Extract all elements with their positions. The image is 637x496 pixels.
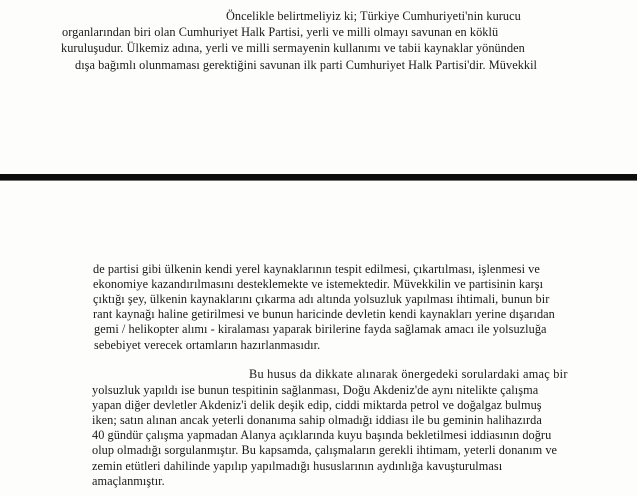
text-line: dışa bağımlı olunmaması gerektiğini savunan ilk parti Cumhuriyet Halk Partisi'dir. Müvekkil: [75, 58, 538, 72]
text-line: gemi / helikopter alımı - kiralaması yaparak birilerine fayda sağlamak amacı ile yolsuzluğa: [94, 322, 547, 336]
text-line: 40 gündür çalışma yapmadan Alanya açıklarında kuyu başında bekletilmesi iddiasının doğru: [92, 428, 552, 442]
text-line: olup olmadığı sorgulanmıştır. Bu kapsamda, çalışmaların gerekli ihtimam, yeterli donanım ve: [92, 443, 558, 457]
text-line: iken; satın alınan ancak yeterli donanıma sahip olmadığı iddiası ile bu geminin halihazırda: [92, 413, 542, 427]
text-line: Öncelikle belirtmeliyiz ki; Türkiye Cumhuriyeti'nin kurucu: [226, 9, 521, 23]
text-line: sebebiyet verecek ortamların hazırlanmasıdır.: [94, 338, 321, 352]
text-line: Bu husus da dikkate alınarak önergedeki sorulardaki amaç bir: [249, 367, 568, 381]
page-break-edge: [0, 180, 637, 181]
text-line: ekonomiye kazandırılmasını desteklemekte ve istemektedir. Müvekkilin ve partisinin karşı: [93, 277, 544, 291]
text-line: çıktığı şey, ülkenin kaynaklarını çıkarma adı altında yolsuzluk yapılması ihtimali, bunun bir: [93, 292, 550, 306]
text-line: de partisi gibi ülkenin kendi yerel kaynaklarının tespit edilmesi, çıkartılması, işlenmesi ve: [93, 262, 540, 276]
text-line: kuruluşudur. Ülkemiz adına, yerli ve milli sermayenin kullanımı ve tabii kaynaklar yönünden: [61, 41, 525, 55]
text-line: zemin etütleri dahilinde yapılıp yapılmadığı hususlarının aydınlığa kavuşturulması: [92, 459, 503, 473]
text-line: yolsuzluk yapıldı ise bunun tespitinin sağlanması, Doğu Akdeniz'de aynı nitelikte çalışma: [92, 383, 539, 397]
text-line: amaçlanmıştır.: [92, 474, 165, 488]
text-line: organlarından biri olan Cumhuriyet Halk Partisi, yerli ve milli olmayı savunan en köklü: [62, 25, 499, 39]
text-line: rant kaynağı haline getirilmesi ve bunun haricinde devletin kendi kaynakları yerine dışarıdan: [93, 307, 555, 321]
text-line: yapan diğer devletler Akdeniz'i delik deşik edip, ciddi miktarda petrol ve doğalgaz bulmuş: [92, 398, 542, 412]
